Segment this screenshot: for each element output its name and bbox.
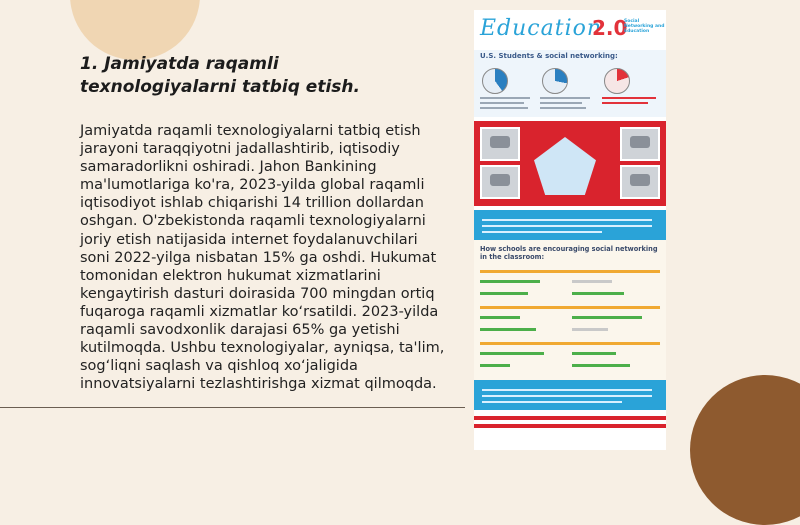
quote-banner	[474, 210, 666, 240]
text-line	[482, 225, 652, 227]
device-photo	[620, 165, 660, 199]
text-line	[540, 97, 590, 99]
device-photo	[620, 127, 660, 161]
text-line	[482, 219, 652, 221]
bar	[480, 280, 540, 283]
text-line	[482, 231, 602, 233]
text-line	[480, 102, 524, 104]
slide-body-text: Jamiyatda raqamli texnologiyalarni tatbiq etish jarayoni taraqqiyotni jadallashtirib, iqtisodiy samaradorlikni oshiradi. Jahon Bankining ma'lumotlariga ko'ra, 2023-yilda global raqamli iqtisodiyot ishlab chiqarishi 14 trillion dollardan oshgan. O'zbekistonda raqamli texnologiyalarni joriy etish natijasida internet foydalanuvchilari soni 2022-yilga nisbatan 15% ga oshdi. Hukumat tomonidan elektron hukumat xizmatlarini kengaytirish dasturi doirasida 700 mingdan ortiq fuqaroga raqamli xizmatlar koʻrsatildi. 2023-yilda raqamli savodxonlik darajasi 65% ga yetishi kutilmoqda. Ushbu texnologiyalar, ayniqsa, ta'lim, sogʻliqni saqlash va qishloq xoʻjaligida innovatsiyalarni tezlashtirishga xizmat qilmoqda.	[80, 123, 445, 393]
bar	[572, 280, 612, 283]
text-line	[540, 102, 582, 104]
device-photo	[480, 127, 520, 161]
text-line	[482, 389, 652, 391]
bar	[572, 364, 630, 367]
decorative-circle-bottom	[690, 375, 800, 525]
infographic-title: Education	[480, 16, 603, 41]
pie-chart-icon	[482, 68, 508, 94]
device-photo	[480, 165, 520, 199]
text-line	[480, 97, 530, 99]
iceberg-graphic	[534, 137, 596, 195]
decorative-circle-top	[70, 0, 200, 60]
bar	[572, 352, 616, 355]
red-photo-panel	[474, 121, 666, 206]
text-line	[480, 107, 528, 109]
students-heading: U.S. Students & social networking:	[480, 52, 618, 60]
bar	[480, 342, 660, 345]
infographic-footer	[474, 410, 666, 450]
bar	[480, 364, 510, 367]
classroom-heading: How schools are encouraging social networking in the classroom:	[480, 245, 658, 261]
divider-line	[0, 407, 465, 408]
bar	[480, 306, 660, 309]
text-line	[602, 97, 656, 99]
education-infographic	[474, 10, 666, 450]
students-section	[474, 50, 666, 117]
text-line	[602, 102, 648, 104]
infographic-version: 2.0	[592, 16, 628, 40]
text-line	[540, 107, 586, 109]
slide-heading: 1. Jamiyatda raqamli texnologiyalarni tatbiq etish.	[80, 54, 360, 97]
bar	[572, 316, 642, 319]
pie-chart-icon	[604, 68, 630, 94]
bar	[572, 292, 624, 295]
infographic-header	[474, 10, 666, 50]
bar	[480, 328, 536, 331]
bar	[480, 352, 544, 355]
text-line	[482, 401, 622, 403]
bar	[480, 270, 660, 273]
quote-banner	[474, 380, 666, 410]
classroom-section	[474, 240, 666, 380]
pie-chart-icon	[542, 68, 568, 94]
bar	[480, 292, 528, 295]
bar	[572, 328, 608, 331]
bar	[480, 316, 520, 319]
text-line	[482, 395, 652, 397]
infographic-subtitle: Social Networking and Education	[624, 19, 665, 34]
